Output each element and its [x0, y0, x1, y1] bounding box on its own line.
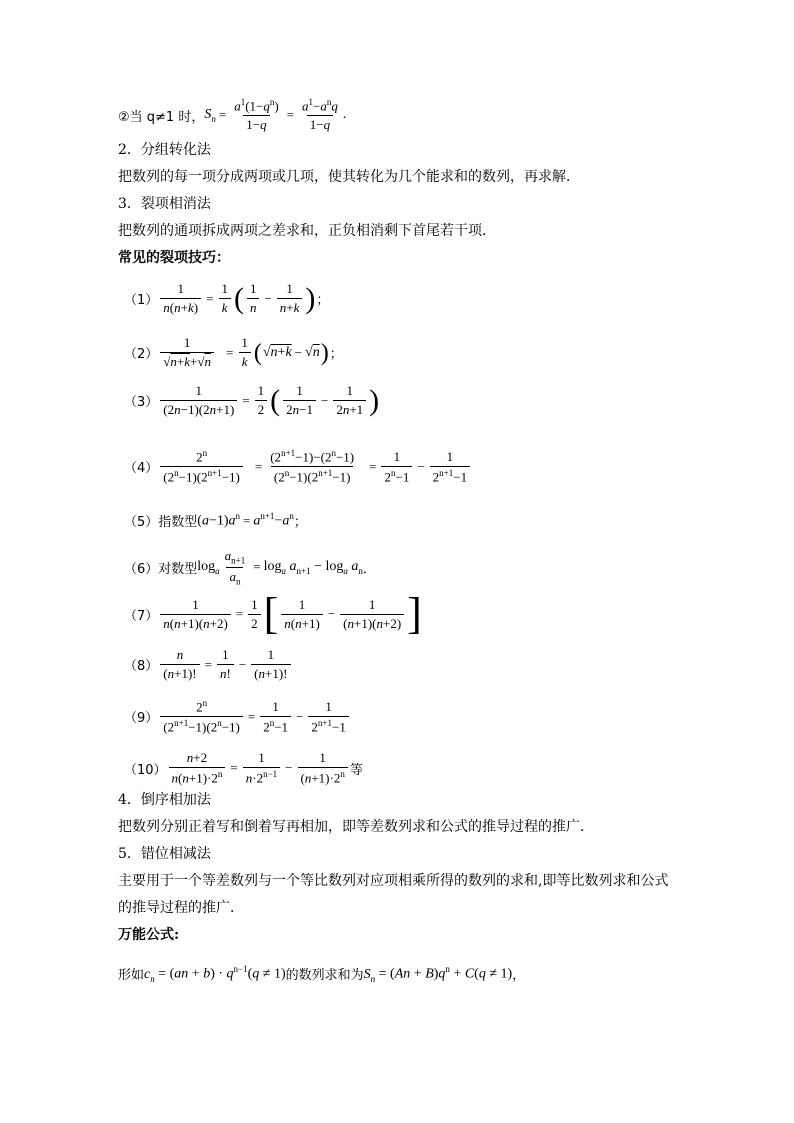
section-2-text: 把数列的每一项分成两项或几项，使其转化为几个能求和的数列，再求解． — [118, 169, 580, 185]
formula-10: （10） $\frac{n+2}{n(n+1)\cdot 2^n}$ = $\frac{1}{n\cdot 2^{n-1}}$ − $\frac{1}{(n+1)\cdot 2^n}$ 等 — [124, 750, 363, 786]
section-4-heading: 4．倒序相加法 — [118, 792, 211, 808]
universal-formula-prefix: 形如 — [118, 968, 145, 984]
formula-1: （1） $\frac{1}{n(n+k)}$ = $\frac{1}{k}$ ( $\frac{1}{n}$ − $\frac{1}{n+k}$ ) ； — [124, 281, 330, 315]
section-4-text: 把数列分别正着写和倒着写再相加，即等差数列求和公式的推导过程的推广． — [118, 819, 594, 835]
item-6-end: ． — [362, 561, 376, 577]
section-5-heading: 5．错位相减法 — [118, 846, 211, 862]
section-5-text-1: 主要用于一个等差数列与一个等比数列对应项相乘所得的数列的求和,即等比数列求和公式 — [118, 873, 669, 889]
item-10-end: 等 — [349, 762, 363, 778]
formula-4: （4） $\frac{2^n}{(2^n-1)(2^{n+1}-1)}$ = $\frac{(2^{n+1}-1)-(2^n-1)}{(2^n-1)(2^{n+1}-1)}$ = $\frac{1}{2^n-1}$ − $\frac{1}{2^{n+1}-1}$ — [124, 448, 472, 486]
formula-6: （6）对数型 $\log_a$ $\frac{a_{n+1}}{a_n}$ = $\log_a a_{n+1} - \log_a a_n$ ． — [124, 548, 376, 587]
formula-3: （3） $\frac{1}{(2n-1)(2n+1)}$ = $\frac{1}{2}$ ( $\frac{1}{2n-1}$ − $\frac{1}{2n+1}$ ) — [124, 383, 380, 417]
formula-2: （2） $\frac{1}{√n+k+√n}$ = $\frac{1}{k}$ ( √n+k − √n ) ； — [124, 335, 343, 369]
universal-formula-middle: 的数列求和为 — [285, 968, 364, 984]
item-5-end: ； — [293, 515, 307, 530]
item-6-label: （6）对数型 — [124, 561, 198, 577]
item-9-label: （9） — [124, 711, 159, 727]
universal-formula-heading: 万能公式: — [118, 927, 180, 943]
item-4-label: （4） — [124, 461, 159, 477]
geometric-sum-formula: ②当 q≠1 时， $S_n$ = $\frac{a^1(1-q^n)}{1-q}$ = $\frac{a^1-a^nq}{1-q}$ . — [118, 97, 347, 133]
formula-8: （8） $\frac{n}{(n+1)!}$ = $\frac{1}{n!}$ − $\frac{1}{(n+1)!}$ — [124, 647, 293, 682]
formula-9: （9） $\frac{2^n}{(2^{n+1}-1)(2^n-1)}$ = $\frac{1}{2^n-1}$ − $\frac{1}{2^{n+1}-1}$ — [124, 698, 351, 736]
section-5-text-2: 的推导过程的推广． — [118, 900, 244, 916]
section-3-heading: 3．裂项相消法 — [118, 196, 211, 212]
item-2-label: （2） — [124, 347, 159, 362]
universal-formula-end: ， — [512, 968, 526, 984]
item-7-label: （7） — [124, 608, 159, 624]
split-tips-heading: 常见的裂项技巧： — [118, 250, 230, 266]
case-label: ②当 q≠1 时， — [118, 109, 205, 125]
section-3-text: 把数列的通项拆成两项之差求和，正负相消剩下首尾若干项． — [118, 223, 496, 239]
item-1-label: （1） — [124, 293, 159, 308]
item-3-label: （3） — [124, 395, 159, 410]
formula-7: （7） $\frac{1}{n(n+1)(n+2)}$ = $\frac{1}{2}$ [ $\frac{1}{n(n+1)}$ − $\frac{1}{(n+1)(n+2)}$ ] — [124, 589, 422, 638]
item-8-label: （8） — [124, 659, 159, 674]
universal-formula: 形如 $c_n = (an + b) \cdot q^{n-1}(q \ne 1)$ 的数列求和为 $S_n = (An + B)q^n + C(q \ne 1)$ ， — [118, 964, 526, 984]
formula-5: （5）指数型 $(a-1)a^n$ = $a^{n+1}-a^n$ ； — [124, 511, 307, 530]
item-10-label: （10） — [124, 762, 167, 778]
section-2-heading: 2．分组转化法 — [118, 142, 211, 158]
item-5-label: （5）指数型 — [124, 515, 198, 530]
